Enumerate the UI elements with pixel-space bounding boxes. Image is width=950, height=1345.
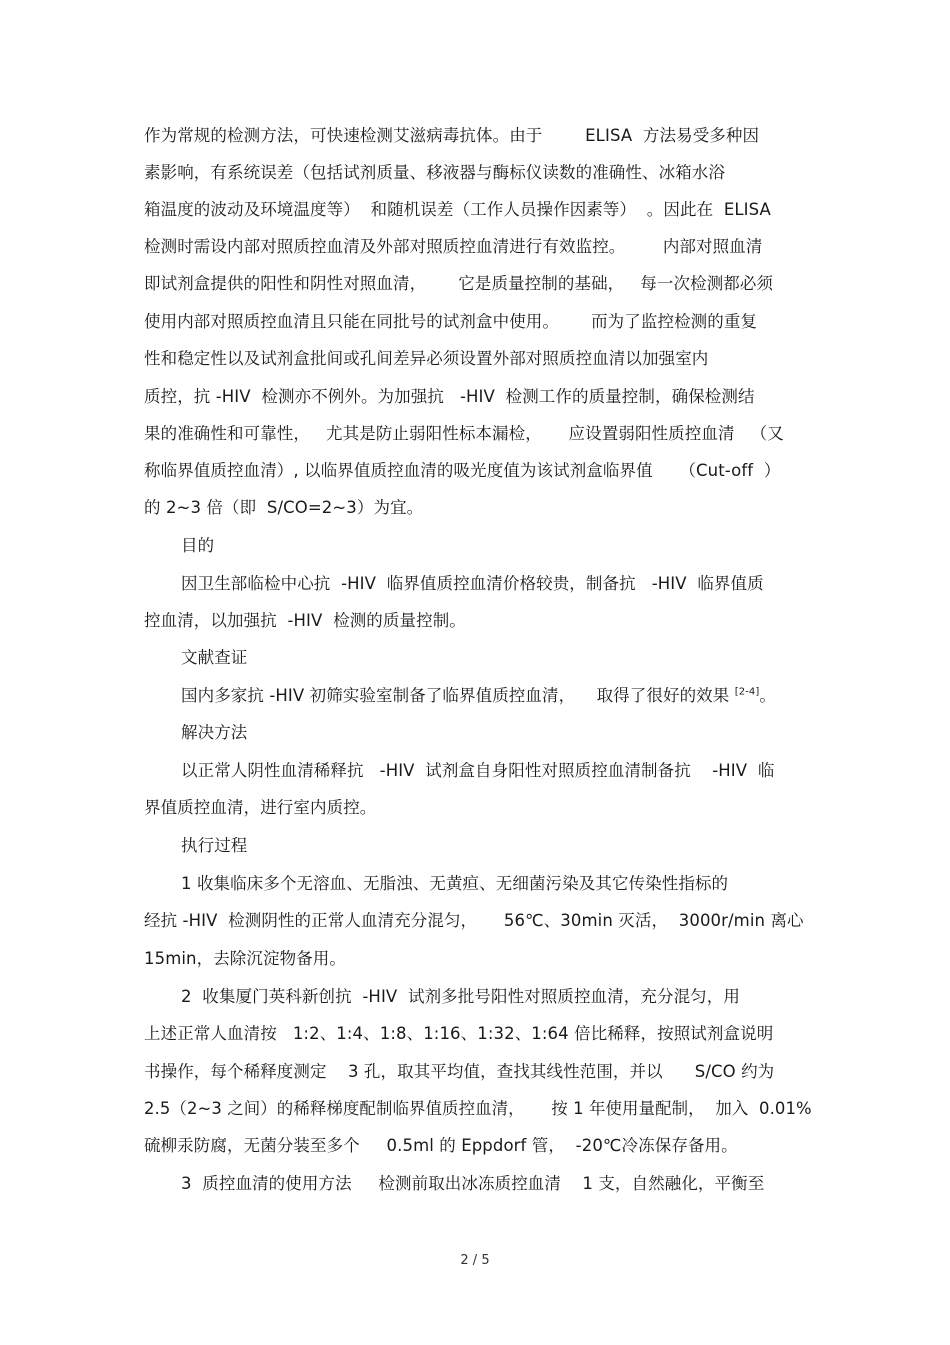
paragraph-line: 3 质控血清的使用方法 检测前取出冰冻质控血清 1 支，自然融化，平衡至 <box>181 1174 765 1193</box>
paragraph-line: 经抗 -HIV 检测阴性的正常人血清充分混匀， 56℃、30min 灭活， 3000r/min 离心 <box>144 911 804 930</box>
paragraph-line: 因卫生部临检中心抗 -HIV 临界值质控血清价格较贵，制备抗 -HIV 临界值质 <box>181 574 764 593</box>
paragraph-line-literature <box>181 686 776 706</box>
paragraph-line: 界值质控血清，进行室内质控。 <box>144 798 377 817</box>
paragraph-line: 使用内部对照质控血清且只能在同批号的试剂盒中使用。 而为了监控检测的重复 <box>144 312 758 331</box>
paragraph-line: 即试剂盒提供的阳性和阴性对照血清， 它是质量控制的基础， 每一次检测都必须 <box>144 274 774 293</box>
paragraph-line: 称临界值质控血清）, 以临界值质控血清的吸光度值为该试剂盒临界值 （Cut-off ） <box>144 461 781 480</box>
paragraph-line: 控血清，以加强抗 -HIV 检测的质量控制。 <box>144 611 466 630</box>
page-number: 2 / 5 <box>460 1253 490 1268</box>
paragraph-line: 书操作，每个稀释度测定 3 孔，取其平均值，查找其线性范围，并以 S/CO 约为 <box>144 1062 775 1081</box>
paragraph-line: 素影响，有系统误差（包括试剂质量、移液器与酶标仪读数的准确性、冰箱水浴 <box>144 163 725 182</box>
literature-text: 国内多家抗 -HIV 初筛实验室制备了临界值质控血清， 取得了很好的效果 <box>181 686 735 705</box>
section-heading-solution: 解决方法 <box>181 723 248 742</box>
paragraph-line: 作为常规的检测方法，可快速检测艾滋病毒抗体。由于 ELISA 方法易受多种因 <box>144 126 760 145</box>
paragraph-line: 的 2~3 倍（即 S/CO=2~3）为宜。 <box>144 498 424 517</box>
paragraph-line: 硫柳汞防腐，无菌分装至多个 0.5ml 的 Eppdorf 管， -20℃冷冻保存备用。 <box>144 1136 738 1155</box>
paragraph-line: 上述正常人血清按 1:2、1:4、1:8、1:16、1:32、1:64 倍比稀释，按照试剂盒说明 <box>144 1024 774 1043</box>
paragraph-line: 箱温度的波动及环境温度等） 和随机误差（工作人员操作因素等） 。因此在 ELISA <box>144 200 771 219</box>
paragraph-line: 性和稳定性以及试剂盒批间或孔间差异必须设置外部对照质控血清以加强室内 <box>144 349 709 368</box>
paragraph-line: 以正常人阴性血清稀释抗 -HIV 试剂盒自身阳性对照质控血清制备抗 -HIV 临 <box>181 761 775 780</box>
paragraph-line: 2 收集厦门英科新创抗 -HIV 试剂多批号阳性对照质控血清，充分混匀，用 <box>181 987 740 1006</box>
paragraph-line: 质控，抗 -HIV 检测亦不例外。为加强抗 -HIV 检测工作的质量控制，确保检测结 <box>144 387 755 406</box>
literature-end: 。 <box>759 686 776 705</box>
citation-ref: [2-4] <box>734 686 760 698</box>
paragraph-line: 2.5（2~3 之间）的稀释梯度配制临界值质控血清， 按 1 年使用量配制， 加入 0.01% <box>144 1099 812 1118</box>
section-heading-literature: 文献查证 <box>181 648 248 667</box>
section-heading-process: 执行过程 <box>181 836 248 855</box>
paragraph-line: 果的准确性和可靠性， 尤其是防止弱阳性标本漏检， 应设置弱阳性质控血清 （又 <box>144 424 784 443</box>
paragraph-line: 1 收集临床多个无溶血、无脂浊、无黄疸、无细菌污染及其它传染性指标的 <box>181 874 729 893</box>
paragraph-line: 检测时需设内部对照质控血清及外部对照质控血清进行有效监控。 内部对照血清 <box>144 237 763 256</box>
paragraph-line: 15min，去除沉淀物备用。 <box>144 949 347 968</box>
section-heading-purpose: 目的 <box>181 536 215 555</box>
